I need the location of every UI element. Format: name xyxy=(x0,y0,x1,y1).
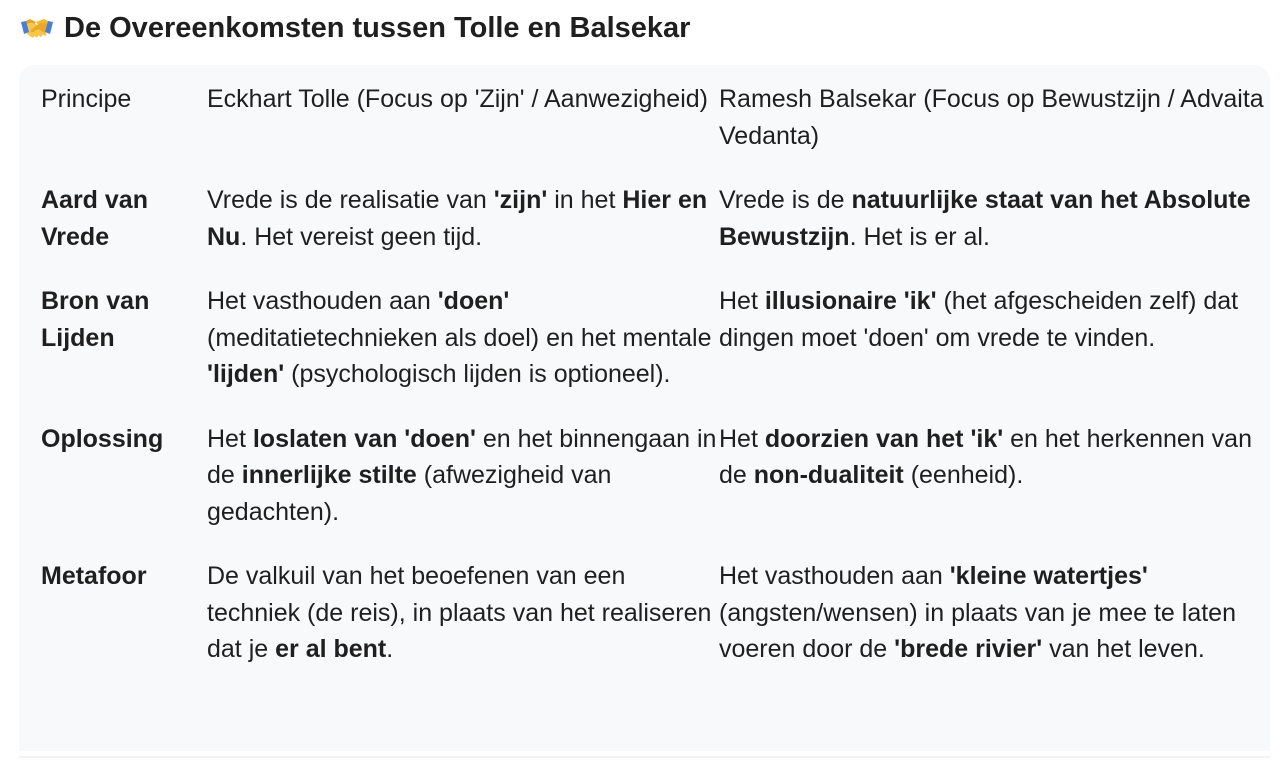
text-segment: en het herkennen van de xyxy=(719,424,1252,489)
table-row xyxy=(19,421,1270,559)
principle-cell: Bron van Lijden xyxy=(41,287,150,352)
table-row xyxy=(19,182,1270,283)
text-segment: . Het vereist geen tijd. xyxy=(240,222,483,251)
handshake-icon xyxy=(20,13,54,43)
bold-text: 'brede rivier' xyxy=(894,635,1043,663)
text-segment: Vrede is de xyxy=(719,186,852,214)
table-header-row xyxy=(19,65,1270,182)
header-principe: Principe xyxy=(41,85,132,113)
bold-text: 'zijn' xyxy=(493,186,548,214)
bold-text: non-dualiteit xyxy=(753,461,904,489)
comparison-table-card xyxy=(19,65,1270,751)
bold-text: loslaten van 'doen' xyxy=(252,424,476,453)
principle-cell: Metafoor xyxy=(41,562,147,590)
text-segment: . xyxy=(386,635,394,663)
header-tolle: Eckhart Tolle (Focus op 'Zijn' / Aanwezigheid) xyxy=(207,85,708,113)
text-segment: (psychologisch lijden is optioneel). xyxy=(284,360,671,388)
text-segment: De valkuil van het beoefenen van een techniek (de reis), in plaats van het realiseren dat je xyxy=(207,562,712,663)
text-segment: . Het is er al. xyxy=(849,222,990,251)
tolle-cell xyxy=(207,182,719,283)
table-row xyxy=(19,558,1270,676)
text-segment: Het xyxy=(207,424,253,453)
bold-text: 'kleine watertjes' xyxy=(949,562,1148,590)
bold-text: illusionaire 'ik' xyxy=(764,287,937,315)
balsekar-cell xyxy=(719,283,1270,421)
header-balsekar: Ramesh Balsekar (Focus op Bewustzijn / Advaita Vedanta) xyxy=(719,85,1264,150)
bold-text: 'doen' xyxy=(437,287,510,315)
balsekar-cell xyxy=(719,558,1270,676)
text-segment: Het xyxy=(719,424,765,453)
bold-text: Hier en Nu xyxy=(207,186,708,251)
bold-text: 'lijden' xyxy=(207,360,285,388)
tolle-cell xyxy=(207,283,719,421)
table-row xyxy=(19,283,1270,421)
text-segment: van het leven. xyxy=(1042,635,1205,663)
table-bottom-divider xyxy=(19,756,1270,758)
balsekar-cell xyxy=(719,421,1270,559)
text-segment: (meditatietechnieken als doel) en het mentale xyxy=(207,323,712,352)
text-segment: (angsten/wensen) in plaats van je mee te laten voeren door de xyxy=(719,598,1236,663)
text-segment: Het vasthouden aan xyxy=(207,287,438,315)
text-segment: Het vasthouden aan xyxy=(719,562,950,590)
principle-cell: Oplossing xyxy=(41,424,164,453)
text-segment: (eenheid). xyxy=(903,461,1024,489)
bold-text: innerlijke stilte xyxy=(241,461,417,489)
tolle-cell xyxy=(207,558,719,676)
text-segment: (het afgescheiden zelf) dat dingen moet 'doen' om vrede te vinden. xyxy=(719,287,1239,352)
bold-text: natuurlijke staat van het Absolute Bewustzijn xyxy=(719,186,1251,251)
text-segment: in het xyxy=(547,186,623,214)
text-segment: Het xyxy=(719,287,765,315)
bold-text: doorzien van het 'ik' xyxy=(764,424,1004,453)
text-segment: en het binnengaan in de xyxy=(207,424,717,489)
tolle-cell xyxy=(207,421,719,559)
section-heading xyxy=(20,8,690,48)
principle-cell: Aard van Vrede xyxy=(41,186,148,251)
bold-text: er al bent xyxy=(275,635,387,663)
balsekar-cell xyxy=(719,182,1270,283)
section-title: De Overeenkomsten tussen Tolle en Balsekar xyxy=(64,11,691,44)
comparison-table xyxy=(19,65,1270,676)
text-segment: (afwezigheid van gedachten). xyxy=(207,461,612,526)
text-segment: Vrede is de realisatie van xyxy=(207,186,494,214)
